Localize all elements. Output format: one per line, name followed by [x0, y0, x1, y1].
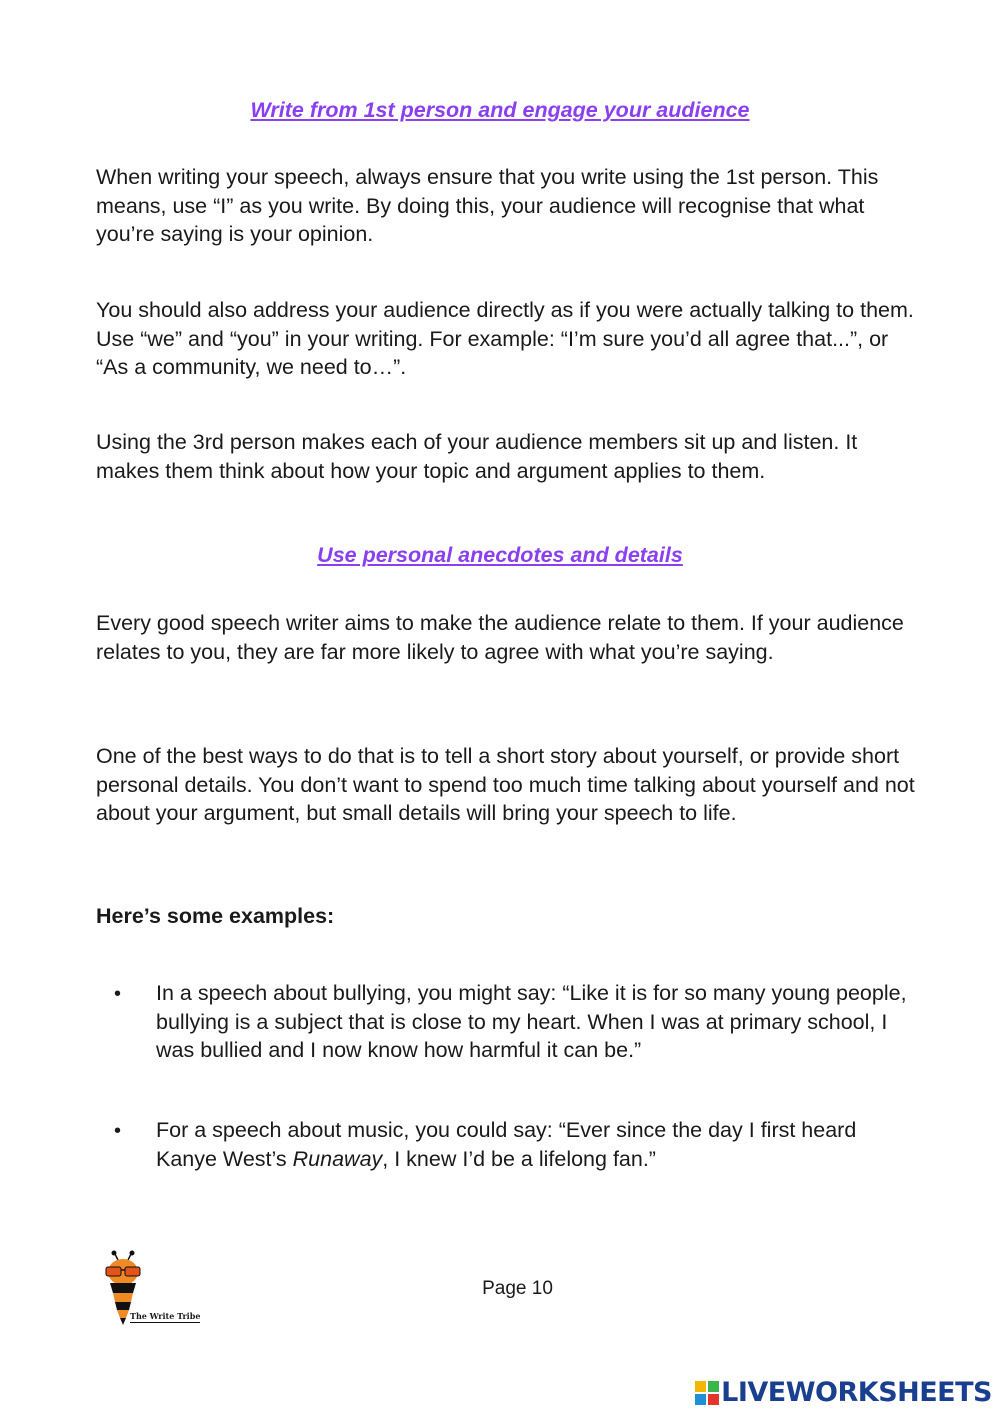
example-music-text-start: For a speech about music, you could say: “Ever since the day I first heard Kanye West’s: [156, 1118, 857, 1171]
paragraph-short-story: One of the best ways to do that is to tell a short story about yourself, or provide short personal details. You don’t want to spend too much time talking about yourself and not about your argument, but small details will bring your speech to life.: [96, 744, 915, 825]
paragraph-address-audience: You should also address your audience directly as if you were actually talking to them. Use “we” and “you” in your writing. For example: “I’m sure you’d all agree that...”, or “As a community, we need to…”.: [96, 298, 914, 379]
song-title: Runaway: [292, 1146, 383, 1171]
paragraph-relate-audience: Every good speech writer aims to make the audience relate to them. If your audience relates to you, they are far more likely to agree with what you’re saying.: [96, 611, 904, 664]
example-music: [156, 1116, 916, 1173]
bullet-icon: •: [114, 983, 122, 1005]
paragraph-third-person: Using the 3rd person makes each of your audience members sit up and listen. It makes them think about how your topic and argument applies to them.: [96, 430, 858, 483]
page-number: Page 10: [482, 1278, 553, 1299]
examples-label: Here’s some examples:: [96, 904, 335, 928]
watermark-text: LIVEWORKSHEETS: [721, 1377, 992, 1408]
bullet-icon: •: [114, 1120, 122, 1142]
example-bullying: In a speech about bullying, you might say: “Like it is for so many young people, bullying is a subject that is close to my heart. When I was at primary school, I was bullied and I now know how harmful it can be.”: [156, 981, 907, 1062]
example-music-text-end: , I knew I’d be a lifelong fan.”: [382, 1146, 656, 1171]
liveworksheets-logo-icon: [695, 1381, 719, 1405]
liveworksheets-watermark: [695, 1377, 992, 1408]
section-heading-first-person: Write from 1st person and engage your audience: [250, 98, 750, 122]
section-heading-anecdotes: Use personal anecdotes and details: [317, 543, 683, 567]
logo-text: The Write Tribe: [130, 1311, 201, 1321]
paragraph-first-person-intro: When writing your speech, always ensure that you write using the 1st person. This means, use “I” as you write. By doing this, your audience will recognise that what you’re saying is your opinion.: [96, 165, 879, 246]
